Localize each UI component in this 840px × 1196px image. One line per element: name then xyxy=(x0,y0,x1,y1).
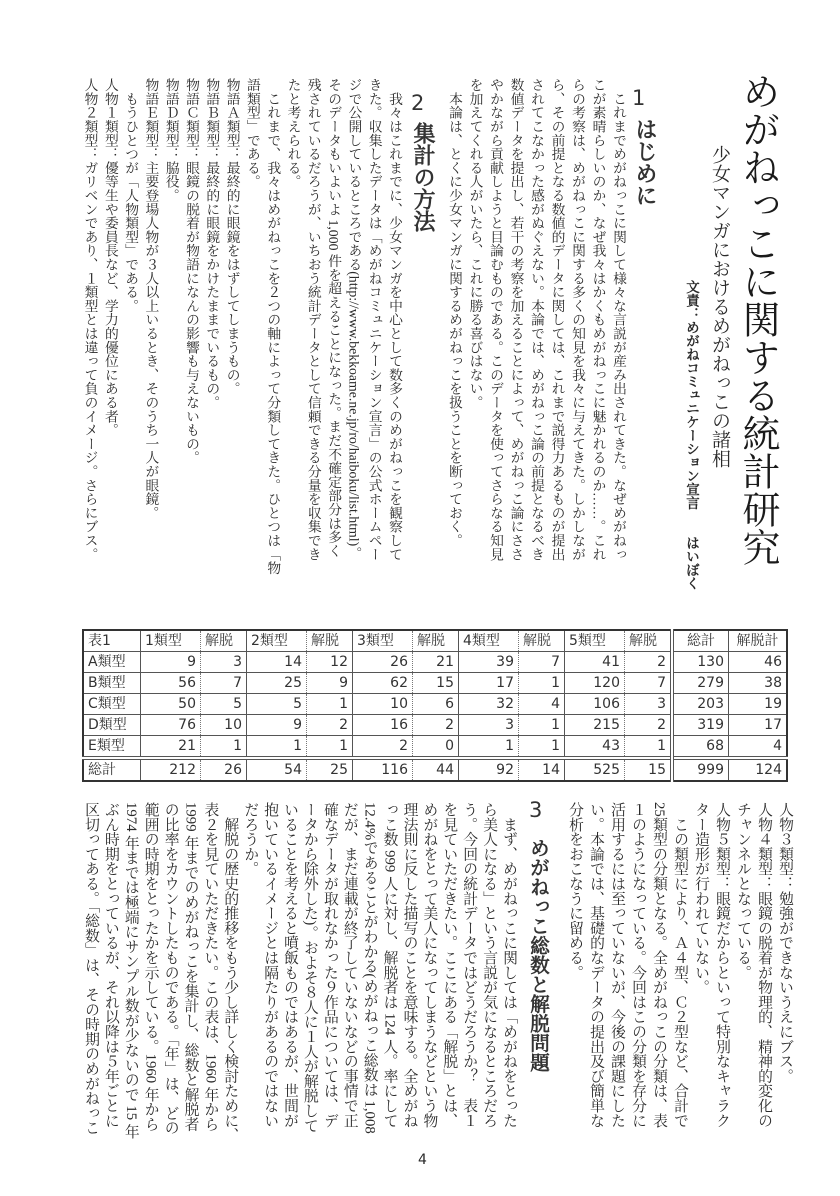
table-cell: 2 xyxy=(413,715,459,736)
table-cell: 16 xyxy=(353,715,413,736)
table-cell: 319 xyxy=(672,715,729,736)
table-cell: 130 xyxy=(672,652,729,673)
column-header: 解脱計 xyxy=(729,630,788,652)
text-line: 理法則に反した描写のことを意味する。全めがね xyxy=(401,802,418,1128)
text-line: ら美人になる」という言説が気になるところだろ xyxy=(481,802,498,1128)
table-cell: 25 xyxy=(307,758,353,781)
row-label: E類型 xyxy=(83,736,141,759)
text-line: 人物３類型：勉強ができないうえにブス。 xyxy=(777,802,793,1084)
table-cell: 10 xyxy=(353,694,413,715)
text-line: 物語Ａ類型：最終的に眼鏡をはずしてしまうもの。 xyxy=(224,78,240,396)
table-cell: 1 xyxy=(519,715,565,736)
table-row xyxy=(83,715,787,736)
text-line: 分析をおこなうに留める。 xyxy=(567,802,583,980)
text-line: こが素晴らしいのか、なぜ我々はかくもめがねっこに魅かれるのか……。これ xyxy=(590,78,606,561)
table-cell: 1 xyxy=(307,694,353,715)
text-line: いることを考えると噴飯ものではあるが、世間が xyxy=(282,802,299,1128)
table-cell: 38 xyxy=(729,673,788,694)
table-row xyxy=(83,694,787,715)
text-line: らの考察は、めがねっこに関する多くの知見を我々に与えてきた。しかしなが xyxy=(570,78,585,561)
text-line: 人物１類型：優等生や委員長など、学力的優位にある者。 xyxy=(102,78,118,437)
table-cell: 1 xyxy=(625,736,673,759)
text-line: 12.4%であることがわかる(めがねっこ総数は 1,008 xyxy=(361,802,378,1134)
text-line: ぶん時期をとっているが、それ以降は５年ごとに xyxy=(102,802,119,1128)
table-cell: 92 xyxy=(459,758,519,781)
table-cell: 2 xyxy=(353,736,413,759)
text-line: 範囲の時期をとったかを示している。1960 年から xyxy=(142,802,159,1132)
table-row xyxy=(83,736,787,759)
table-cell: 14 xyxy=(519,758,565,781)
text-line: 活用するには至っていないが、今後の課題にした xyxy=(609,802,625,1128)
text-line: う。今回の統計データではどうだろうか？ 表１ xyxy=(461,802,478,1128)
text-line: 1999 年までのめがねっこを集計し、総数と解脱者 xyxy=(182,802,199,1132)
text-line: 残されているだろうが、いちおう統計データとして信頼できる分量を収集でき xyxy=(305,78,321,561)
column-header: 解脱 xyxy=(413,630,459,652)
text-line: めがねをとって美人になってしまうなどという物 xyxy=(421,802,438,1128)
text-line: ータから除外した)。およそ８人に１人が解脱して xyxy=(301,802,318,1133)
table-cell: 1 xyxy=(201,736,247,759)
table-cell: 26 xyxy=(353,652,413,673)
text-line: もうひとつが「人物類型」である。 xyxy=(123,78,139,313)
text-line: １のようになっている。今回はこの分類を存分に xyxy=(630,802,646,1128)
table-cell: 116 xyxy=(353,758,413,781)
text-line: 物語Ｄ類型：脇役。 xyxy=(163,78,179,203)
table-cell: 1 xyxy=(459,736,519,759)
text-line: これまでめがねっこに関して様々な言説が産み出されてきた。なぜめがねっ xyxy=(611,78,626,561)
section-2-number: 2 xyxy=(411,91,425,115)
table-cell: 68 xyxy=(672,736,729,759)
table-cell: 43 xyxy=(565,736,625,759)
text-line: を加えてくれる人がいたら、これに勝る喜びはない。 xyxy=(467,78,483,410)
table-cell: 32 xyxy=(459,694,519,715)
text-line: 人物２類型：ガリベンであり、１類型とは違って負のイメージ。さらにブス。 xyxy=(82,78,98,561)
text-line: を見ていただきたい。ここにある「解脱」とは、 xyxy=(441,802,458,1128)
table-cell: 15 xyxy=(413,673,459,694)
section-2-body xyxy=(79,78,404,575)
table-cell: 17 xyxy=(459,673,519,694)
table-cell: 39 xyxy=(459,652,519,673)
text-line: 1974 年までは極端にサンプル数が少ないので 15 年 xyxy=(122,802,139,1139)
table-1 xyxy=(82,629,788,782)
table-cell: 2 xyxy=(625,652,673,673)
section-1-heading: はじめに xyxy=(632,118,657,206)
text-line: されてこなかった感がぬぐえない。本論では、めがねっこ論の前提となるべき xyxy=(529,78,544,561)
section-1-body xyxy=(444,78,629,561)
table-cell: 999 xyxy=(672,758,729,781)
table-cell: 1 xyxy=(519,673,565,694)
table-cell: 1 xyxy=(307,736,353,759)
column-header: 3類型 xyxy=(353,630,413,652)
table-cell: 279 xyxy=(672,673,729,694)
table-cell: 17 xyxy=(729,715,788,736)
text-line: っこ数 999 人に対し、解脱者は 124 人。率にして xyxy=(381,802,398,1128)
text-line: たと考えられる。 xyxy=(285,78,301,189)
table-cell: 21 xyxy=(413,652,459,673)
table-cell: 5 xyxy=(201,694,247,715)
section-2-heading: 集計の方法 xyxy=(410,122,435,232)
row-label: 総計 xyxy=(83,758,141,781)
section-2-continued-body xyxy=(564,802,795,1128)
table-cell: 62 xyxy=(353,673,413,694)
text-line: これまで、我々はめがねっこを２つの軸によって分類してきた。ひとつは「物 xyxy=(265,78,281,575)
text-line: 抱いているイメージとは隔たりがあるのではない xyxy=(262,802,279,1128)
article-subtitle: 少女マンガにおけるめがねっこの諸相 xyxy=(709,145,731,468)
column-header: 解脱 xyxy=(625,630,673,652)
table-cell: 76 xyxy=(141,715,201,736)
text-line: 語類型」である。 xyxy=(244,78,260,189)
text-line: 物語Ｅ類型：主要登場人物が３人以上いるとき、そのうち一人が眼鏡。 xyxy=(143,78,159,520)
table-cell: 50 xyxy=(141,694,201,715)
text-line: チャンネルとなっている。 xyxy=(735,802,751,980)
column-header: 解脱 xyxy=(519,630,565,652)
table-cell: 3 xyxy=(459,715,519,736)
table-cell: 25 xyxy=(247,673,307,694)
row-label: C類型 xyxy=(83,694,141,715)
text-line: 表２を見ていただきたい。この表は、1960 年から xyxy=(202,802,219,1132)
column-header: 5類型 xyxy=(565,630,625,652)
table-cell: 106 xyxy=(565,694,625,715)
table-cell: 41 xyxy=(565,652,625,673)
text-line: 人物４類型：眼鏡の脱着が物理的、精神的変化の xyxy=(756,802,772,1128)
text-line: きた。収集したデータは「めがねコミュニケーション宣言」の公式ホームペー xyxy=(366,78,382,561)
text-line: だが、まだ連載が終了していないなどの事情で正 xyxy=(341,802,358,1128)
table-cell: 203 xyxy=(672,694,729,715)
table-cell: 54 xyxy=(247,758,307,781)
page-number: 4 xyxy=(418,1152,427,1168)
section-1-number: 1 xyxy=(632,86,646,110)
table-cell: 215 xyxy=(565,715,625,736)
column-header: 解脱 xyxy=(307,630,353,652)
table-cell: 10 xyxy=(201,715,247,736)
table-cell: 2 xyxy=(307,715,353,736)
table-cell: 4 xyxy=(729,736,788,759)
table-cell: 212 xyxy=(141,758,201,781)
table-cell: 15 xyxy=(625,758,673,781)
column-header: 解脱 xyxy=(201,630,247,652)
text-line: 解脱の歴史的推移をもう少し詳しく検討ために、 xyxy=(222,802,239,1143)
table-cell: 19 xyxy=(729,694,788,715)
table-cell: 44 xyxy=(413,758,459,781)
text-line: 人物５類型：眼鏡だからといって特別なキャラク xyxy=(714,802,730,1128)
table-cell: 7 xyxy=(519,652,565,673)
text-line: ジで公開しているところである(http://www.bekkoame.ne.jp/ro/haiboku/list.html)。 xyxy=(346,78,362,561)
byline: 文責：めがねコミュニケーション宣言 xyxy=(683,280,699,510)
article-title: めがねっこに関する統計研究 xyxy=(736,72,780,566)
table-cell: 525 xyxy=(565,758,625,781)
table-cell: 3 xyxy=(201,652,247,673)
row-label: A類型 xyxy=(83,652,141,673)
text-line: やかながら貢献しようと目論むものである。このデータを使ってさらなる知見 xyxy=(488,78,503,561)
text-line: 物語Ｂ類型：最終的に眼鏡をかけたままでいるもの。 xyxy=(204,78,220,410)
table-cell: 4 xyxy=(519,694,565,715)
table-cell: 5 xyxy=(247,694,307,715)
text-line: の比率をカウントしたものである。「年」は、どの xyxy=(162,802,179,1135)
table-cell: 6 xyxy=(413,694,459,715)
table-header-row xyxy=(83,630,787,652)
table-cell: 14 xyxy=(247,652,307,673)
table-cell: 9 xyxy=(141,652,201,673)
table-cell: 12 xyxy=(307,652,353,673)
table-cell: 1 xyxy=(519,736,565,759)
table-cell: 7 xyxy=(201,673,247,694)
table-cell: 1 xyxy=(247,736,307,759)
table-cell: 21 xyxy=(141,736,201,759)
section-3-heading: めがねっこ総数と解脱問題 xyxy=(527,838,550,1072)
table-cell: 7 xyxy=(625,673,673,694)
table-cell: 56 xyxy=(141,673,201,694)
text-line: 数値データを提出し、若干の考察を加えることによって、めがねっこ論にささ xyxy=(508,78,524,561)
column-header: 1類型 xyxy=(141,630,201,652)
text-line: 確なデータが取れなかった９作品については、デ xyxy=(321,802,338,1128)
text-line: そのデータもいよいよ 1,000 件を超えることになった。まだ不確定部分は多く xyxy=(326,78,342,558)
table-cell: 2 xyxy=(625,715,673,736)
section-3-number: 3 xyxy=(529,798,543,822)
table-cell: 3 xyxy=(625,694,673,715)
author-name: はいぼく xyxy=(683,536,699,590)
table-cell: 9 xyxy=(247,715,307,736)
section-3-body xyxy=(80,802,518,1142)
column-header: 総計 xyxy=(672,630,729,652)
text-line: 本論は、とくに少女マンガに関するめがねっこを扱うことを断っておく。 xyxy=(447,78,462,548)
text-line: い。本論では、基礎的なデータの提出及び簡単な xyxy=(588,802,604,1128)
table-cell: 46 xyxy=(729,652,788,673)
column-header: 2類型 xyxy=(247,630,307,652)
column-header: 4類型 xyxy=(459,630,519,652)
table-row xyxy=(83,758,787,781)
text-line: 物語Ｃ類型：眼鏡の脱着が物語になんの影響も与えないもの。 xyxy=(184,78,200,465)
text-line: この類型により、Ａ４型、Ｃ２型など、合計で xyxy=(672,802,688,1128)
table-cell: 120 xyxy=(565,673,625,694)
text-line: 区切ってある。「総数」は、その時期のめがねっこ xyxy=(82,802,99,1135)
table-cell: 124 xyxy=(729,758,788,781)
table-cell: 26 xyxy=(201,758,247,781)
table-caption: 表1 xyxy=(83,630,141,652)
text-line: まず、めがねっこに関しては「めがねをとった xyxy=(501,802,517,1128)
text-line: 25類型の分類となる。全めがねっこの分類は、表 xyxy=(651,802,667,1128)
row-label: B類型 xyxy=(83,673,141,694)
table-cell: 9 xyxy=(307,673,353,694)
text-line: 我々はこれまでに、少女マンガを中心として数多くのめがねっこを観察して xyxy=(387,78,402,561)
text-line: ター造形が行われていない。 xyxy=(693,802,709,995)
table-row xyxy=(83,673,787,694)
row-label: D類型 xyxy=(83,715,141,736)
text-line: だろうか。 xyxy=(242,802,259,876)
table-row xyxy=(83,652,787,673)
text-line: ら、その前提となる数値的データに関しては、これまで説得力あるものが提出 xyxy=(549,78,565,561)
table-cell: 0 xyxy=(413,736,459,759)
